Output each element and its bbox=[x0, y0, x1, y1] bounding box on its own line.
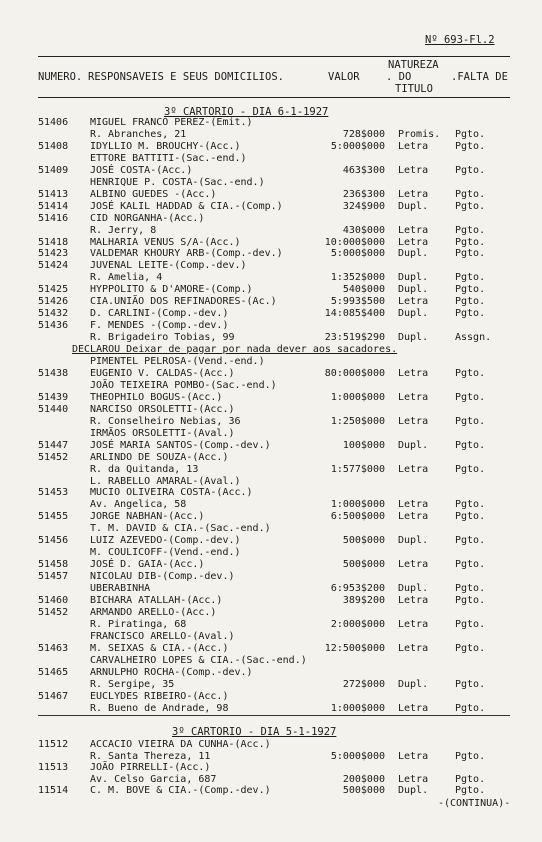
entry-natureza: Letra bbox=[398, 236, 429, 248]
entry-falta: Pgto. bbox=[455, 188, 486, 200]
entry-number: 51452 bbox=[38, 606, 69, 618]
entry-number: 51460 bbox=[38, 595, 69, 606]
entry-valor: 1:352$000 bbox=[330, 272, 385, 284]
entry-valor: 23:519$290 bbox=[324, 332, 385, 344]
entry-party: JOSÉ COSTA-(Acc.) bbox=[90, 164, 193, 176]
entry-falta: Pgto. bbox=[455, 200, 486, 212]
entry-falta: Pgto. bbox=[455, 296, 486, 308]
entry-valor: 1:000$000 bbox=[330, 499, 385, 511]
entry-party: EUCLYDES RIBEIRO-(Acc.) bbox=[90, 690, 229, 702]
entry-party: R. Amelia, 4 bbox=[90, 272, 163, 284]
entry-valor: 500$000 bbox=[342, 535, 385, 547]
entry-falta: Pgto. bbox=[455, 678, 486, 690]
entry-party: R. Bueno de Andrade, 98 bbox=[90, 702, 229, 714]
entry-falta: Pgto. bbox=[455, 140, 486, 152]
entry-party: CARVALHEIRO LOPES & CIA.-(Sac.-end.) bbox=[90, 654, 307, 666]
entry-natureza: Letra bbox=[398, 296, 429, 308]
entry-falta: Pgto. bbox=[455, 248, 486, 260]
entry-falta: Pgto. bbox=[455, 439, 486, 451]
entry-falta: Pgto. bbox=[455, 583, 486, 595]
entry-natureza: Letra bbox=[398, 415, 429, 427]
entry-natureza: Dupl. bbox=[398, 785, 429, 796]
entry-party: R. Santa Thereza, 11 bbox=[90, 750, 211, 762]
entry-falta: Pgto. bbox=[455, 511, 486, 523]
entry-valor: 6:953$200 bbox=[330, 583, 385, 595]
entry-falta: Pgto. bbox=[455, 499, 486, 511]
entry-number: 51455 bbox=[38, 511, 69, 523]
entry-valor: 6:500$000 bbox=[330, 511, 385, 523]
entry-party: FRANCISCO ARELLO-(Aval.) bbox=[90, 630, 235, 642]
entry-number: 51453 bbox=[38, 487, 69, 499]
entry-falta: Pgto. bbox=[455, 535, 486, 547]
entry-valor: 5:993$500 bbox=[330, 296, 385, 308]
entry-natureza: Letra bbox=[398, 140, 429, 152]
entry-number: 51408 bbox=[38, 140, 69, 152]
entry-number: 51457 bbox=[38, 571, 69, 583]
entry-natureza: Promis. bbox=[398, 128, 441, 140]
entry-natureza: Dupl. bbox=[398, 678, 429, 690]
entry-valor: 5:000$000 bbox=[330, 750, 385, 762]
entry-number: 51447 bbox=[38, 439, 69, 451]
entry-valor: 236$300 bbox=[342, 188, 385, 200]
entry-number: 51438 bbox=[38, 367, 69, 379]
entry-falta: Pgto. bbox=[455, 391, 486, 403]
entry-number: 51414 bbox=[38, 200, 69, 212]
entry-party: UBERABINHA bbox=[90, 583, 151, 595]
entry-party: NARCISO ORSOLETTI-(Acc.) bbox=[90, 403, 235, 415]
entry-falta: Pgto. bbox=[455, 642, 486, 654]
col-header-responsaveis: RESPONSAVEIS E SEUS DOMICILIOS. bbox=[88, 71, 284, 83]
entry-party: CIA.UNIÃO DOS REFINADORES-(Ac.) bbox=[90, 296, 277, 308]
entry-natureza: Letra bbox=[398, 224, 429, 236]
entry-number: 51423 bbox=[38, 248, 69, 260]
entry-party: ALBINO GUEDES -(Acc.) bbox=[90, 188, 217, 200]
entry-valor: 200$000 bbox=[342, 773, 385, 785]
entry-natureza: Letra bbox=[398, 559, 429, 571]
entry-valor: 5:000$000 bbox=[330, 248, 385, 260]
entry-party: MUCIO OLIVEIRA COSTA-(Acc.) bbox=[90, 487, 253, 499]
entry-party: ARNULPHO ROCHA-(Comp.-dev.) bbox=[90, 666, 253, 678]
entry-valor: 272$000 bbox=[342, 678, 385, 690]
entry-party: MALHARIA VENUS S/A-(Acc.) bbox=[90, 236, 241, 248]
entry-party: JOSÉ KALIL HADDAD & CIA.-(Comp.) bbox=[90, 200, 283, 212]
entry-number: 11514 bbox=[38, 785, 69, 796]
entry-number: 51436 bbox=[38, 320, 69, 332]
entry-number: 51440 bbox=[38, 403, 69, 415]
entry-valor: 1:000$000 bbox=[330, 391, 385, 403]
entry-natureza: Letra bbox=[398, 367, 429, 379]
entry-natureza: Letra bbox=[398, 773, 429, 785]
continua-note: -(CONTINUA)- bbox=[438, 798, 511, 809]
entry-party: JOSÉ D. GAIA-(Acc.) bbox=[90, 559, 205, 571]
entry-party: R. Sergipe, 35 bbox=[90, 678, 175, 690]
entry-number: 51467 bbox=[38, 690, 69, 702]
entry-number: 51424 bbox=[38, 260, 69, 272]
entry-party: R. Brigadeiro Tobias, 99 bbox=[90, 332, 235, 344]
entry-falta: Pgto. bbox=[455, 272, 486, 284]
entry-natureza: Letra bbox=[398, 595, 429, 606]
entry-party: R. Conselheiro Nebias, 36 bbox=[90, 415, 241, 427]
entry-falta: Pgto. bbox=[455, 164, 486, 176]
entry-party: R. Abranches, 21 bbox=[90, 128, 187, 140]
entry-natureza: Dupl. bbox=[398, 308, 429, 320]
entry-falta: Pgto. bbox=[455, 559, 486, 571]
entry-valor: 1:577$000 bbox=[330, 463, 385, 475]
entry-falta: Pgto. bbox=[455, 308, 486, 320]
entry-party: ACCACIO VIEIRA DA CUNHA-(Acc.) bbox=[90, 739, 271, 750]
entry-natureza: Letra bbox=[398, 164, 429, 176]
entry-party: ETTORE BATTITI-(Sac.-end.) bbox=[90, 152, 247, 164]
entry-natureza: Letra bbox=[398, 702, 429, 714]
col-header-natureza-titulo: TITULO bbox=[395, 83, 433, 95]
entry-valor: 14:085$400 bbox=[324, 308, 385, 320]
entry-party: IDYLLIO M. BROUCHY-(Acc.) bbox=[90, 140, 241, 152]
entry-party: JOÃO PIRRELLI-(Acc.) bbox=[90, 762, 211, 773]
entry-number: 51416 bbox=[38, 212, 69, 224]
entry-valor: 324$900 bbox=[342, 200, 385, 212]
entry-party: THEOPHILO BOGUS-(Acc.) bbox=[90, 391, 223, 403]
entry-valor: 389$200 bbox=[342, 595, 385, 606]
entry-party: JOÃO TEIXEIRA POMBO-(Sac.-end.) bbox=[90, 379, 277, 391]
entry-natureza: Dupl. bbox=[398, 272, 429, 284]
entry-party: IRMÃOS ORSOLETTI-(Aval.) bbox=[90, 427, 235, 439]
entry-party: VALDEMAR KHOURY ARB-(Comp.-dev.) bbox=[90, 248, 283, 260]
entry-party: LUIZ AZEVEDO-(Comp.-dev.) bbox=[90, 535, 241, 547]
entry-natureza: Letra bbox=[398, 750, 429, 762]
declaration-note: DECLAROU Deixar de pagar por nada dever aos sacadores. bbox=[72, 344, 398, 356]
entry-number: 51458 bbox=[38, 559, 69, 571]
entry-falta: Pgto. bbox=[455, 785, 486, 796]
entry-party: ARLINDO DE SOUZA-(Acc.) bbox=[90, 451, 229, 463]
col-header-numero: NUMERO. bbox=[38, 71, 83, 83]
entry-number: 51439 bbox=[38, 391, 69, 403]
entry-natureza: Letra bbox=[398, 499, 429, 511]
entry-valor: 10:000$000 bbox=[324, 236, 385, 248]
entry-falta: Pgto. bbox=[455, 284, 486, 296]
entry-party: JORGE NABHAN-(Acc.) bbox=[90, 511, 205, 523]
entry-natureza: Letra bbox=[398, 391, 429, 403]
entry-valor: 1:250$000 bbox=[330, 415, 385, 427]
entry-falta: Assgn. bbox=[455, 332, 492, 344]
entry-falta: Pgto. bbox=[455, 224, 486, 236]
entry-party: MIGUEL FRANCO PEREZ-(Emit.) bbox=[90, 117, 253, 128]
entry-natureza: Dupl. bbox=[398, 439, 429, 451]
entry-natureza: Dupl. bbox=[398, 332, 429, 344]
entry-valor: 728$000 bbox=[342, 128, 385, 140]
top-rule bbox=[38, 56, 510, 57]
entry-party: BICHARA ATALLAH-(Acc.) bbox=[90, 595, 223, 606]
entry-falta: Pgto. bbox=[455, 128, 486, 140]
entry-number: 51413 bbox=[38, 188, 69, 200]
entry-falta: Pgto. bbox=[455, 750, 486, 762]
entry-valor: 500$000 bbox=[342, 559, 385, 571]
entry-party: R. Piratinga, 68 bbox=[90, 618, 187, 630]
entry-falta: Pgto. bbox=[455, 595, 486, 606]
entry-party: JUVENAL LEITE-(Comp.-dev.) bbox=[90, 260, 247, 272]
entry-natureza: Dupl. bbox=[398, 583, 429, 595]
entry-falta: Pgto. bbox=[455, 702, 486, 714]
entry-party: ARMANDO ARELLO-(Acc.) bbox=[90, 606, 217, 618]
entry-natureza: Letra bbox=[398, 463, 429, 475]
entry-party: CID NORGANHA-(Acc.) bbox=[90, 212, 205, 224]
entry-falta: Pgto. bbox=[455, 415, 486, 427]
entry-natureza: Dupl. bbox=[398, 535, 429, 547]
entry-party: HENRIQUE P. COSTA-(Sac.-end.) bbox=[90, 176, 265, 188]
entry-party: JOSÉ MARIA SANTOS-(Comp.-dev.) bbox=[90, 439, 271, 451]
entry-natureza: Letra bbox=[398, 511, 429, 523]
entry-valor: 1:000$000 bbox=[330, 702, 385, 714]
entry-number: 51426 bbox=[38, 296, 69, 308]
entry-valor: 12:500$000 bbox=[324, 642, 385, 654]
entry-number: 51463 bbox=[38, 642, 69, 654]
entry-number: 11513 bbox=[38, 762, 69, 773]
entry-number: 51409 bbox=[38, 164, 69, 176]
entry-natureza: Dupl. bbox=[398, 248, 429, 260]
entry-party: EUGENIO V. CALDAS-(Acc.) bbox=[90, 367, 235, 379]
page-reference: Nº 693-Fl.2 bbox=[425, 34, 495, 46]
entry-falta: Pgto. bbox=[455, 618, 486, 630]
entry-number: 51452 bbox=[38, 451, 69, 463]
entry-valor: 2:000$000 bbox=[330, 618, 385, 630]
entry-number: 51425 bbox=[38, 284, 69, 296]
entry-number: 51418 bbox=[38, 236, 69, 248]
col-header-natureza-do: . DO bbox=[386, 71, 412, 83]
entry-natureza: Dupl. bbox=[398, 200, 429, 212]
col-header-valor: VALOR bbox=[328, 71, 360, 83]
col-header-falta: .FALTA DE bbox=[451, 71, 508, 83]
entry-valor: 463$300 bbox=[342, 164, 385, 176]
entry-falta: Pgto. bbox=[455, 463, 486, 475]
entry-party: F. MENDES -(Comp.-dev.) bbox=[90, 320, 229, 332]
header-rule bbox=[38, 97, 510, 98]
entry-falta: Pgto. bbox=[455, 236, 486, 248]
entry-party: R. da Quitanda, 13 bbox=[90, 463, 199, 475]
col-header-natureza: NATUREZA bbox=[388, 59, 439, 71]
entry-number: 51432 bbox=[38, 308, 69, 320]
entry-party: R. Jerry, 8 bbox=[90, 224, 157, 236]
entry-party: C. M. BOVE & CIA.-(Comp.-dev.) bbox=[90, 785, 271, 796]
entry-valor: 5:000$000 bbox=[330, 140, 385, 152]
entry-party: NICOLAU DIB-(Comp.-dev.) bbox=[90, 571, 235, 583]
entry-natureza: Letra bbox=[398, 642, 429, 654]
entry-natureza: Dupl. bbox=[398, 284, 429, 296]
entry-valor: 540$000 bbox=[342, 284, 385, 296]
entry-valor: 100$000 bbox=[342, 439, 385, 451]
entry-party: T. M. DAVID & CIA.-(Sac.-end.) bbox=[90, 523, 271, 535]
entry-party: HYPPOLITO & D'AMORE-(Comp.) bbox=[90, 284, 253, 296]
entry-number: 51465 bbox=[38, 666, 69, 678]
entry-party: L. RABELLO AMARAL-(Aval.) bbox=[90, 475, 241, 487]
section-title: 3º CARTORIO - DIA 5-1-1927 bbox=[172, 726, 337, 738]
entry-valor: 430$000 bbox=[342, 224, 385, 236]
entry-natureza: Letra bbox=[398, 618, 429, 630]
section-divider bbox=[38, 715, 510, 716]
entry-valor: 80:000$000 bbox=[324, 367, 385, 379]
entry-valor: 500$000 bbox=[342, 785, 385, 796]
section-title: 3º CARTORIO - DIA 6-1-1927 bbox=[164, 106, 329, 118]
entry-party: Av. Angelica, 58 bbox=[90, 499, 187, 511]
entry-natureza: Letra bbox=[398, 188, 429, 200]
entry-falta: Pgto. bbox=[455, 367, 486, 379]
entry-party: PIMENTEL PELROSA-(Vend.-end.) bbox=[90, 356, 265, 367]
entry-number: 11512 bbox=[38, 739, 69, 750]
entry-party: M. COULICOFF-(Vend.-end.) bbox=[90, 547, 241, 559]
entry-party: D. CARLINI-(Comp.-dev.) bbox=[90, 308, 229, 320]
entry-party: Av. Celso Garcia, 687 bbox=[90, 773, 217, 785]
entry-party: M. SEIXAS & CIA.-(Acc.) bbox=[90, 642, 229, 654]
entry-number: 51456 bbox=[38, 535, 69, 547]
entry-number: 51406 bbox=[38, 117, 69, 128]
entry-falta: Pgto. bbox=[455, 773, 486, 785]
